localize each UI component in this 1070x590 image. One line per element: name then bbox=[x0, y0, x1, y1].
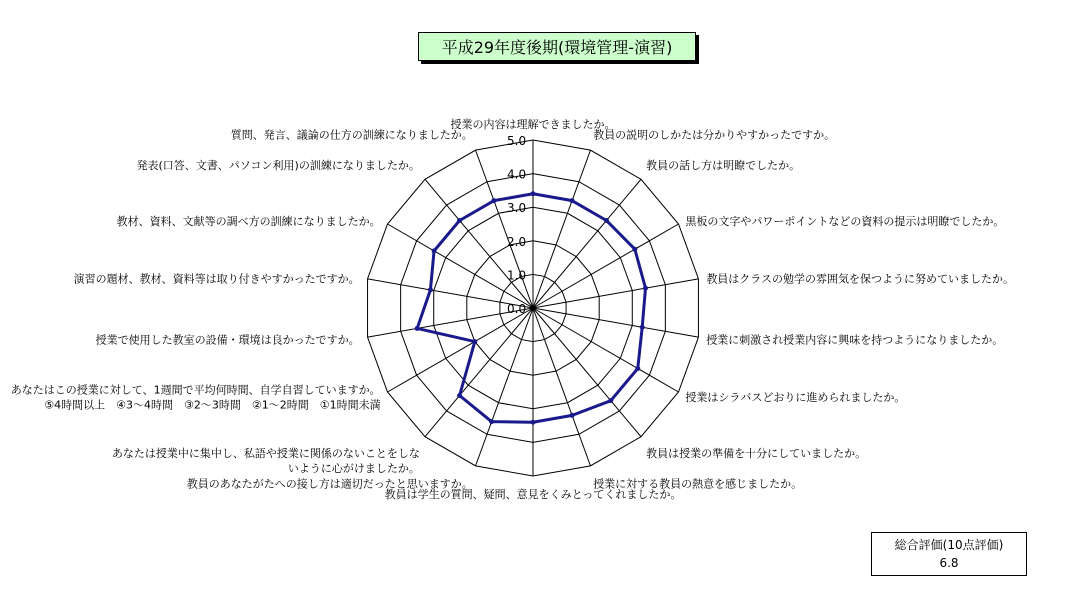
data-point-16 bbox=[432, 248, 437, 253]
category-label-1: 授業の内容は理解できましたか。 bbox=[450, 118, 616, 131]
chart-title: 平成29年度後期(環境管理-演習) bbox=[418, 32, 696, 61]
category-label-9: 授業に対する教員の熱意を感じましたか。 bbox=[593, 477, 803, 491]
category-label-7: 授業はシラバスどおりに進められましたか。 bbox=[685, 391, 906, 404]
category-label-5: 教員はクラスの勉学の雰囲気を保つように努めていましたか。 bbox=[706, 272, 1014, 286]
tick-label: 3.0 bbox=[507, 201, 527, 216]
grid-spoke-9 bbox=[533, 308, 590, 466]
overall-score-value: 6.8 bbox=[939, 556, 959, 570]
data-point-1 bbox=[531, 191, 536, 196]
overall-score-label: 総合評価(10点評価) bbox=[894, 538, 1004, 552]
category-label-6: 授業に刺激され授業内容に興味を持つようになりましたか。 bbox=[706, 333, 1004, 347]
data-point-7 bbox=[635, 366, 640, 371]
category-label-10: 教員は学生の質問、疑問、意見をくみとってくれましたか。 bbox=[384, 488, 682, 501]
data-point-8 bbox=[608, 398, 613, 403]
data-point-17 bbox=[457, 218, 462, 223]
data-point-2 bbox=[570, 198, 575, 203]
category-label-13: あなたはこの授業に対して、1週間で平均何時間、自学自習していますか。 ⑤4時間以上 ④3～4時間 ③2～3時間 ②1～2時間 ①1時間未満 bbox=[10, 383, 381, 412]
tick-label: 5.0 bbox=[507, 134, 527, 148]
category-label-18: 質問、発言、議論の仕方の訓練になりましたか。 bbox=[230, 128, 473, 142]
category-label-16: 教材、資料、文献等の調べ方の訓練になりましたか。 bbox=[116, 215, 381, 228]
data-point-12 bbox=[457, 393, 462, 398]
data-point-5 bbox=[643, 286, 648, 291]
data-point-6 bbox=[640, 325, 645, 330]
category-label-11: 教員のあなたがたへの接し方は適切だったと思いますか。 bbox=[186, 477, 473, 491]
category-label-14: 授業で使用した教室の設備・環境は良かったですか。 bbox=[95, 333, 360, 347]
tick-label: 0.0 bbox=[507, 302, 527, 316]
data-point-10 bbox=[531, 420, 536, 425]
overall-score-box bbox=[871, 532, 1027, 576]
category-label-15: 演習の題材、教材、資料等は取り付きやすかったですか。 bbox=[73, 272, 360, 286]
tick-label: 4.0 bbox=[507, 167, 527, 182]
tick-label: 2.0 bbox=[507, 234, 527, 249]
data-point-9 bbox=[570, 413, 575, 418]
tick-label: 1.0 bbox=[507, 268, 527, 283]
data-point-14 bbox=[415, 326, 420, 331]
category-label-17: 発表(口答、文書、パソコン利用)の訓練になりましたか。 bbox=[136, 159, 420, 173]
category-label-4: 黒板の文字やパワーポイントなどの資料の提示は明瞭でしたか。 bbox=[685, 215, 1005, 228]
data-point-13 bbox=[472, 339, 477, 344]
category-label-12: あなたは授業中に集中し、私語や授業に関係のないことをしないように心がけましたか。 bbox=[111, 446, 420, 475]
data-point-3 bbox=[604, 218, 609, 223]
data-point-4 bbox=[632, 247, 637, 252]
grid-spoke-11 bbox=[476, 308, 533, 466]
category-label-3: 教員の話し方は明瞭でしたか。 bbox=[646, 159, 801, 173]
data-point-18 bbox=[491, 198, 496, 203]
category-label-2: 教員の説明のしかたは分かりやすかったですか。 bbox=[593, 128, 836, 142]
data-point-15 bbox=[428, 287, 433, 292]
data-point-11 bbox=[489, 419, 494, 424]
grid-spoke-2 bbox=[533, 150, 590, 308]
category-label-8: 教員は授業の準備を十分にしていましたか。 bbox=[646, 446, 867, 460]
